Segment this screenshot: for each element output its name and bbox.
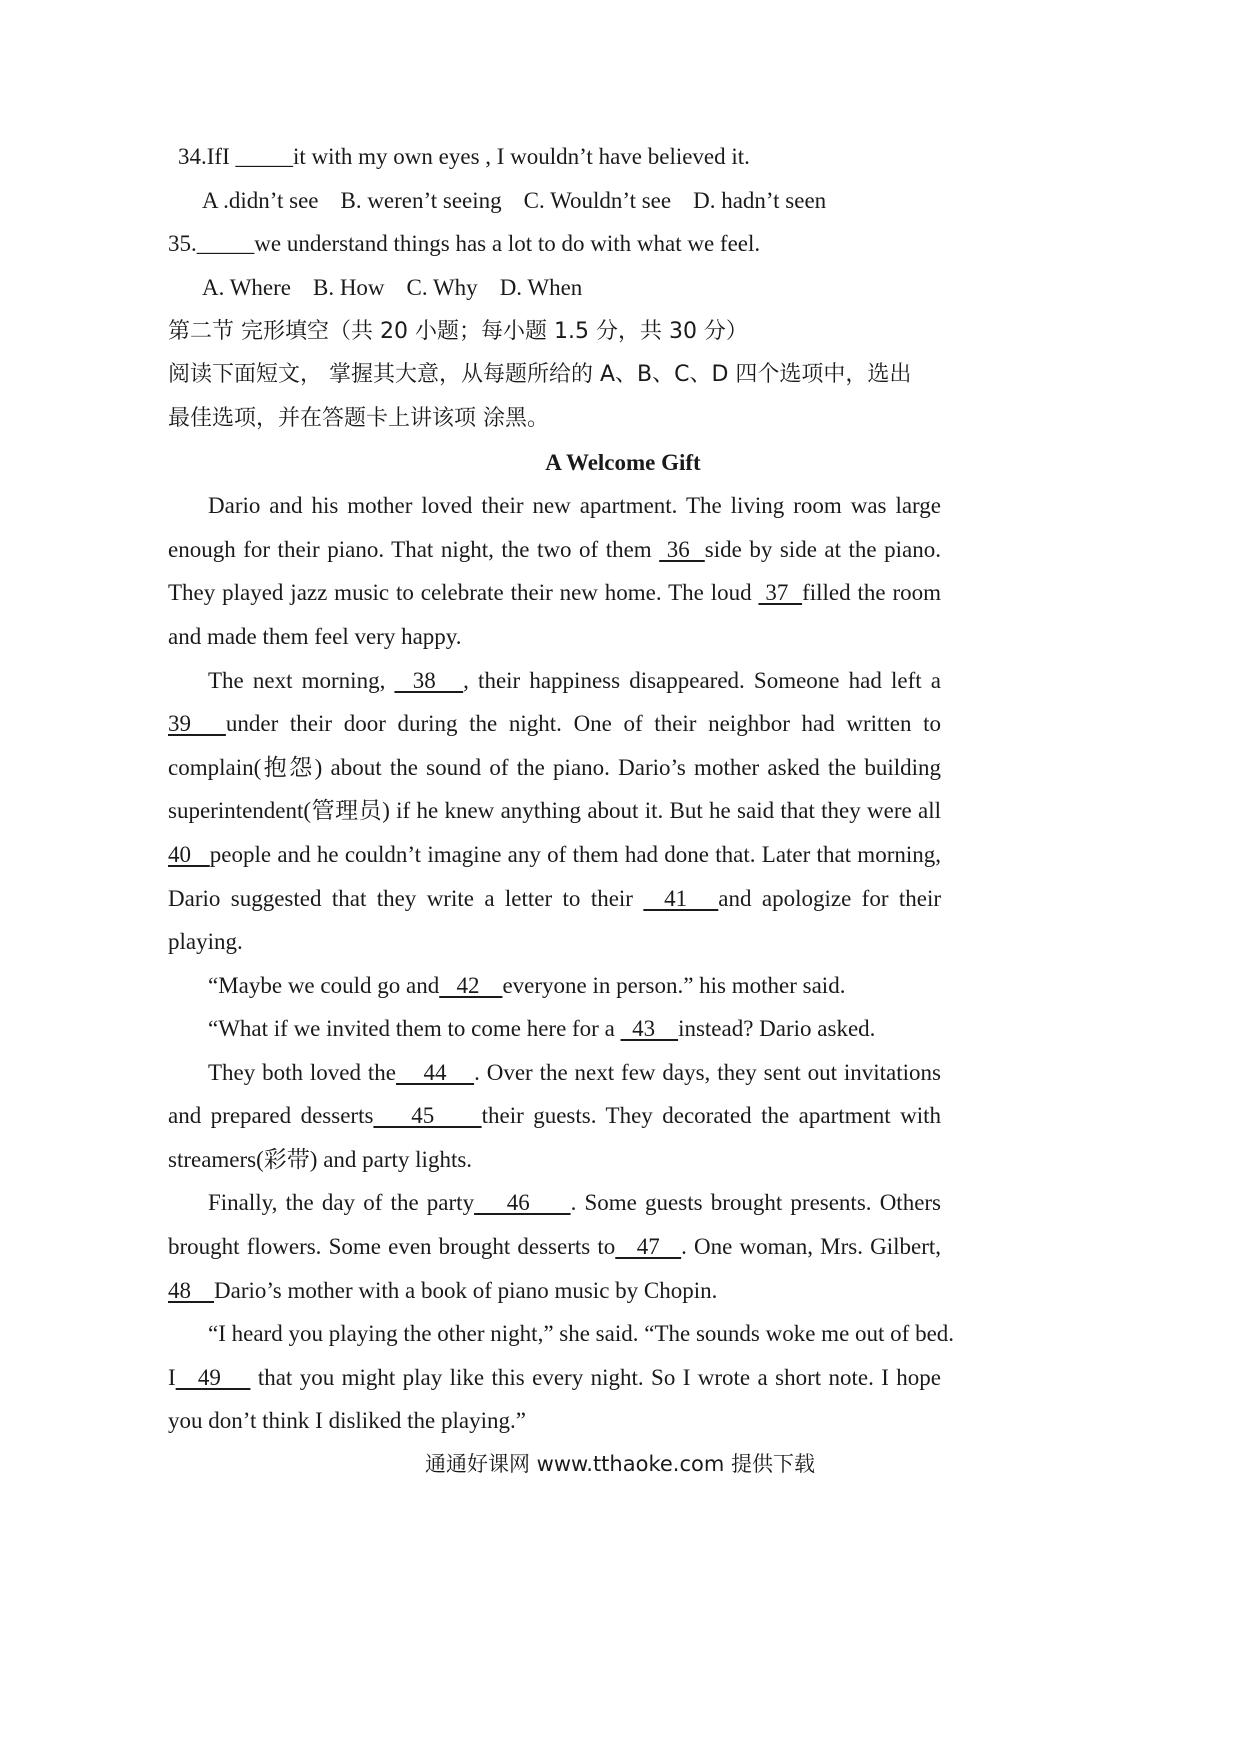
- text: filled the room: [802, 580, 941, 605]
- text: , their happiness disappeared. Someone had left a: [463, 668, 942, 693]
- blank-47: 47: [615, 1234, 682, 1259]
- option-c: C. Wouldn’t see: [523, 188, 672, 213]
- page-footer: 通通好课网 www.tthaoke.com 提供下载: [425, 1452, 815, 1476]
- passage-line: “I heard you playing the other night,” she said. “The sounds woke me out of bed.: [208, 1321, 955, 1346]
- passage-line: [208, 666, 941, 696]
- text: brought flowers. Some even brought desserts to: [168, 1234, 616, 1259]
- passage-line: [168, 1101, 941, 1131]
- passage-line: [168, 1363, 941, 1393]
- blank-49: 49: [175, 1365, 251, 1390]
- option-d: D. hadn’t seen: [693, 188, 827, 213]
- section-instruction: 阅读下面短文， 掌握其大意，从每题所给的 A、B、C、D 四个选项中，选出: [168, 362, 912, 387]
- section-instruction: 最佳选项，并在答题卡上讲该项 涂黑。: [168, 406, 549, 431]
- passage-line: [208, 1014, 1078, 1044]
- passage-line: complain(抱怨) about the sound of the piano. Dario’s mother asked the building: [168, 755, 941, 780]
- question-34: [178, 142, 1048, 172]
- text: The next morning,: [208, 668, 395, 693]
- blank-42: 42: [439, 973, 503, 998]
- text: and apologize for their: [718, 886, 942, 911]
- passage-line: [168, 578, 941, 608]
- text: . One woman, Mrs. Gilbert,: [681, 1234, 941, 1259]
- passage-line: [168, 709, 941, 739]
- text: everyone in person.” his mother said.: [502, 973, 846, 998]
- text: under their door during the night. One of their neighbor had written to: [225, 711, 942, 736]
- text: Finally, the day of the party: [208, 1190, 475, 1215]
- passage-line: you don’t think I disliked the playing.”: [168, 1408, 526, 1433]
- blank-46: 46: [474, 1190, 571, 1215]
- text: their guests. They decorated the apartment with: [481, 1103, 941, 1128]
- passage-line: Dario and his mother loved their new apartment. The living room was large: [208, 493, 941, 518]
- passage-line: [208, 971, 1078, 1001]
- text: “What if we invited them to come here for a: [208, 1016, 621, 1041]
- passage-line: streamers(彩带) and party lights.: [168, 1147, 473, 1172]
- text: I: [168, 1365, 176, 1390]
- question-stem: we understand things has a lot to do with what we feel.: [254, 231, 761, 256]
- text: . Some guests brought presents. Others: [570, 1190, 942, 1215]
- option-d: D. When: [499, 275, 583, 300]
- text: that you might play like this every night. So I wrote a short note. I hope: [250, 1365, 942, 1390]
- blank-39: 39: [168, 711, 226, 736]
- question-stem: it with my own eyes , I wouldn’t have believed it.: [292, 144, 750, 169]
- question-35: [168, 229, 1038, 259]
- passage-line: [168, 1232, 941, 1262]
- text: “Maybe we could go and: [208, 973, 440, 998]
- question-34-options: [202, 186, 1072, 216]
- option-b: B. How: [312, 275, 385, 300]
- blank-43: 43: [620, 1016, 679, 1041]
- section-heading: 第二节 完形填空（共 20 小题；每小题 1.5 分，共 30 分）: [168, 319, 748, 344]
- blank-40: 40: [168, 842, 210, 867]
- text: and prepared desserts: [168, 1103, 374, 1128]
- passage-line: playing.: [168, 929, 243, 954]
- text: . Over the next few days, they sent out invitations: [474, 1060, 941, 1085]
- answer-blank: _____: [235, 144, 293, 169]
- passage-title: A Welcome Gift: [545, 450, 701, 475]
- text: They both loved the: [208, 1060, 396, 1085]
- option-a: A. Where: [202, 275, 291, 300]
- text: They played jazz music to celebrate their new home. The loud: [168, 580, 759, 605]
- blank-48: 48: [168, 1278, 214, 1303]
- blank-38: 38: [394, 668, 464, 693]
- question-number: 34.: [178, 144, 207, 169]
- passage-line: superintendent(管理员) if he knew anything about it. But he said that they were all: [168, 798, 941, 823]
- option-b: B. weren’t seeing: [340, 188, 502, 213]
- question-stem: IfI: [206, 144, 236, 169]
- text: enough for their piano. That night, the two of them: [168, 537, 660, 562]
- blank-44: 44: [396, 1060, 475, 1085]
- passage-line: [168, 884, 941, 914]
- option-a: A .didn’t see: [202, 188, 319, 213]
- passage-line: and made them feel very happy.: [168, 624, 462, 649]
- text: instead? Dario asked.: [678, 1016, 876, 1041]
- text: Dario suggested that they write a letter to their: [168, 886, 644, 911]
- blank-45: 45: [373, 1103, 482, 1128]
- answer-blank: _____: [196, 231, 255, 256]
- blank-37: 37: [758, 580, 803, 605]
- text: people and he couldn’t imagine any of them had done that. Later that morning,: [209, 842, 941, 867]
- blank-36: 36: [659, 537, 705, 562]
- blank-41: 41: [643, 886, 719, 911]
- text: side by side at the piano.: [704, 537, 941, 562]
- passage-line: [208, 1188, 941, 1218]
- question-35-options: [202, 273, 1072, 303]
- option-c: C. Why: [406, 275, 478, 300]
- passage-line: [208, 1058, 941, 1088]
- passage-line: [168, 840, 941, 870]
- text: Dario’s mother with a book of piano music by Chopin.: [214, 1278, 718, 1303]
- question-number: 35.: [168, 231, 197, 256]
- passage-line: [168, 1276, 1038, 1306]
- passage-line: [168, 535, 941, 565]
